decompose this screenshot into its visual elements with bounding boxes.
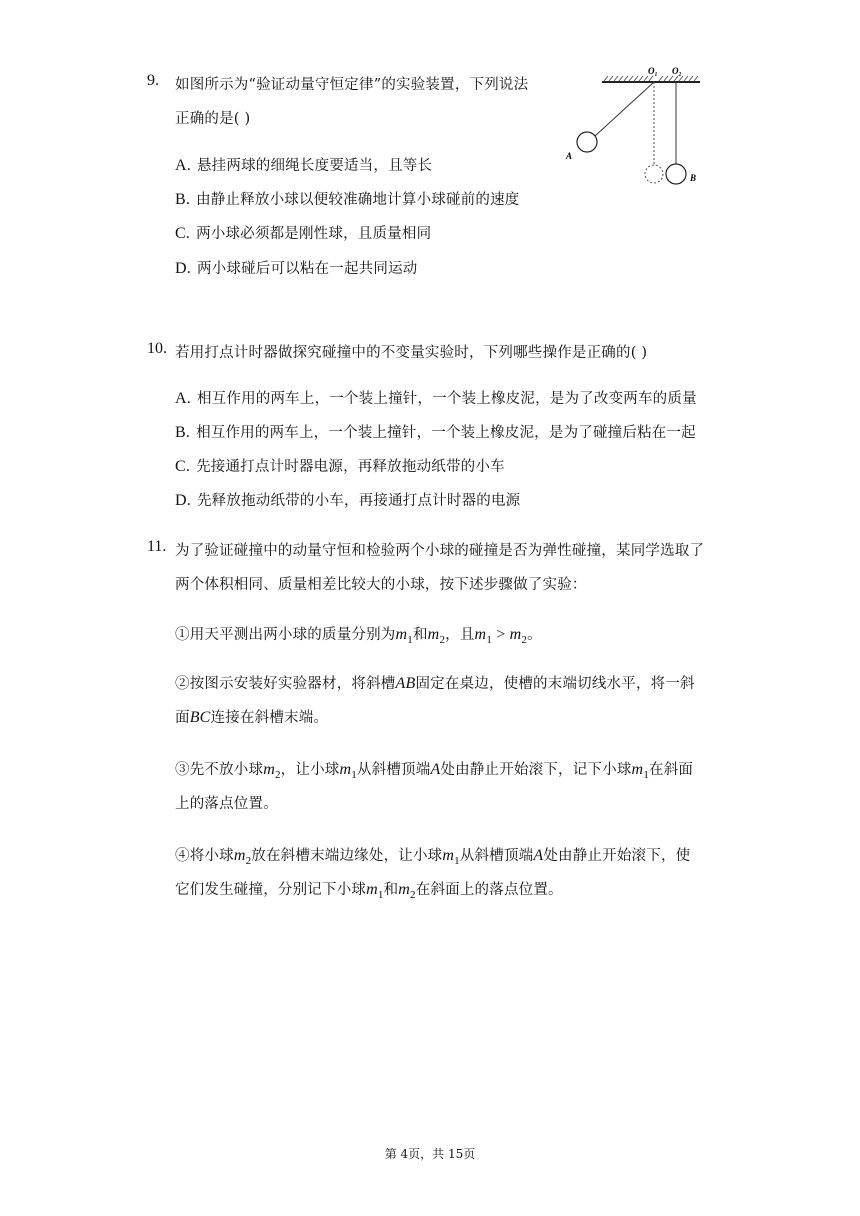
step-4: ④将小球$m_2$放在斜槽末端边缘处，让小球$m_1$从斜槽顶端A处由静止开始滚下，使 — [175, 847, 691, 868]
question-number: 10. — [147, 340, 167, 357]
step-1: ①用天平测出两小球的质量分别为$m_1$和$m_2$，且$m_1 > m_2$。 — [175, 626, 542, 647]
option-c: C. 先接通打点计时器电源，再释放拖动纸带的小车 — [175, 458, 505, 475]
option-a: A. 相互作用的两车上，一个装上撞针，一个装上橡皮泥，是为了改变两车的质量 — [175, 390, 697, 407]
question-number: 9. — [147, 72, 159, 89]
ball-a — [577, 132, 597, 152]
ball-a-initial-dashed — [645, 165, 663, 183]
question-stem: 正确的是( ) — [175, 111, 251, 127]
step-3: ③先不放小球$m_2$，让小球$m_1$从斜槽顶端A处由静止开始滚下，记下小球$m_1$在斜面 — [175, 761, 694, 782]
step-3-cont: 上的落点位置。 — [175, 796, 278, 812]
option-b: B. 相互作用的两车上，一个装上撞针，一个装上橡皮泥，是为了碰撞后粘在一起 — [175, 424, 696, 441]
label-o2: O₂ — [672, 66, 682, 76]
label-a: A — [566, 151, 573, 161]
question-stem: 如图所示为“验证动量守恒定律”的实验装置，下列说法 — [175, 77, 529, 93]
label-o1: O₁ — [648, 66, 658, 76]
option-a: A. 悬挂两球的细绳长度要适当，且等长 — [175, 157, 433, 174]
step-2-cont: 面BC连接在斜槽末端。 — [175, 709, 329, 726]
option-d: D. 先释放拖动纸带的小车，再接通打点计时器的电源 — [175, 492, 521, 509]
label-b: B — [690, 173, 697, 183]
option-b: B. 由静止释放小球以便较准确地计算小球碰前的速度 — [175, 191, 520, 208]
question-number: 11. — [147, 538, 167, 555]
pendulum-figure — [558, 60, 708, 190]
ball-b — [666, 164, 686, 184]
step-4-cont: 它们发生碰撞，分别记下小球$m_1$和$m_2$在斜面上的落点位置。 — [175, 881, 563, 902]
question-stem: 两个体积相同、质量相差比较大的小球，按下述步骤做了实验： — [175, 577, 587, 593]
question-stem: 为了验证碰撞中的动量守恒和检验两个小球的碰撞是否为弹性碰撞，某同学选取了 — [175, 543, 705, 559]
step-2: ②按图示安装好实验器材，将斜槽AB固定在桌边，使槽的末端切线水平，将一斜 — [175, 675, 695, 692]
question-stem: 若用打点计时器做探究碰撞中的不变量实验时，下列哪些操作是正确的( ) — [175, 345, 648, 361]
page-footer: 第 4页，共 15页 — [384, 1147, 476, 1161]
option-c: C. 两小球必须都是刚性球，且质量相同 — [175, 225, 432, 242]
option-d: D. 两小球碰后可以粘在一起共同运动 — [175, 260, 418, 277]
